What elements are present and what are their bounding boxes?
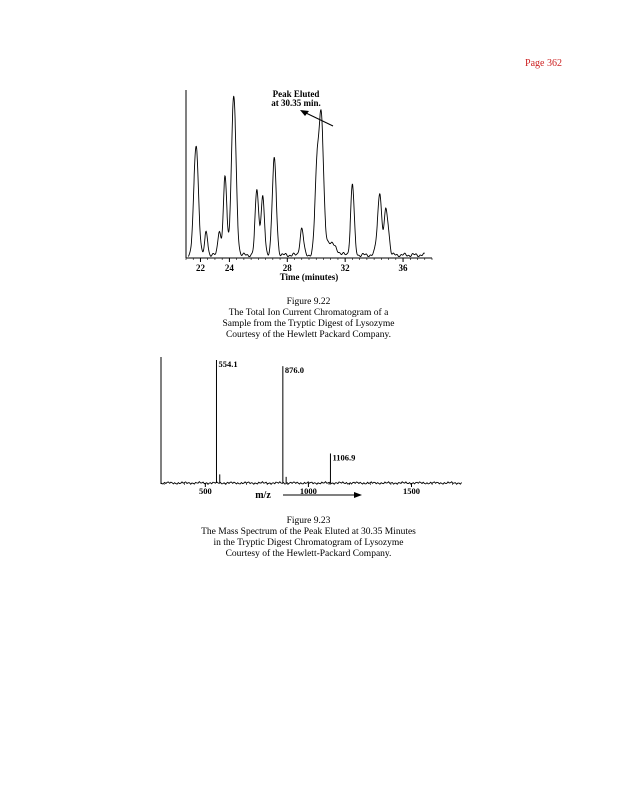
chromatogram-trace — [188, 96, 424, 256]
chromatogram-x-tick-label: 36 — [398, 263, 408, 273]
spectrum-peaks — [216, 359, 355, 483]
figure-9-23-caption — [0, 516, 617, 560]
spectrum-x-axis-arrowhead — [354, 492, 362, 498]
figure-9-23-caption-line: Courtesy of the Hewlett-Packard Company. — [225, 549, 392, 559]
figure-9-22-caption-line: Sample from the Tryptic Digest of Lysozyme — [222, 319, 395, 329]
figure-9-23-caption-line: in the Tryptic Digest Chromatogram of Lysozyme — [213, 538, 404, 548]
spectrum-x-tick-label: 1000 — [299, 486, 317, 496]
chromatogram-x-tick-label: 22 — [195, 263, 205, 273]
spectrum-baseline — [161, 482, 462, 485]
figure-9-22-caption-line: The Total Ion Current Chromatogram of a — [228, 308, 389, 318]
spectrum-x-tick-label: 1500 — [402, 486, 420, 496]
chromatogram-x-tick-label: 28 — [282, 263, 292, 273]
spectrum-peak-label: 876.0 — [284, 365, 304, 376]
page-number: Page 362 — [525, 58, 562, 69]
figure-9-23-label: Figure 9.23 — [286, 516, 331, 526]
chromatogram-x-tick-label: 32 — [340, 263, 350, 273]
mass-spectrum-chart — [161, 357, 462, 501]
figure-9-22-caption-line: Courtesy of the Hewlett Packard Company. — [225, 330, 392, 340]
figure-9-23-caption-line: The Mass Spectrum of the Peak Eluted at 30.35 Minutes — [201, 527, 416, 537]
peak-annotation-line-1: Peak Eluted — [272, 89, 320, 99]
spectrum-peak-label: 1106.9 — [332, 452, 356, 463]
chromatogram-chart — [186, 89, 432, 282]
chromatogram-x-ticks — [186, 258, 432, 273]
spectrum-x-axis-label: m/z — [255, 490, 271, 501]
spectrum-peak-label: 554.1 — [218, 359, 238, 369]
spectrum-x-tick-label: 500 — [198, 486, 212, 496]
chromatogram-x-tick-label: 24 — [224, 263, 234, 273]
figure-9-22-label: Figure 9.22 — [286, 297, 331, 307]
spectrum-x-ticks — [164, 483, 453, 496]
peak-annotation-line-2: at 30.35 min. — [271, 98, 321, 108]
peak-annotation-arrowhead — [300, 110, 309, 116]
figure-9-22-caption — [0, 297, 617, 341]
chromatogram-x-axis-label: Time (minutes) — [279, 272, 339, 282]
